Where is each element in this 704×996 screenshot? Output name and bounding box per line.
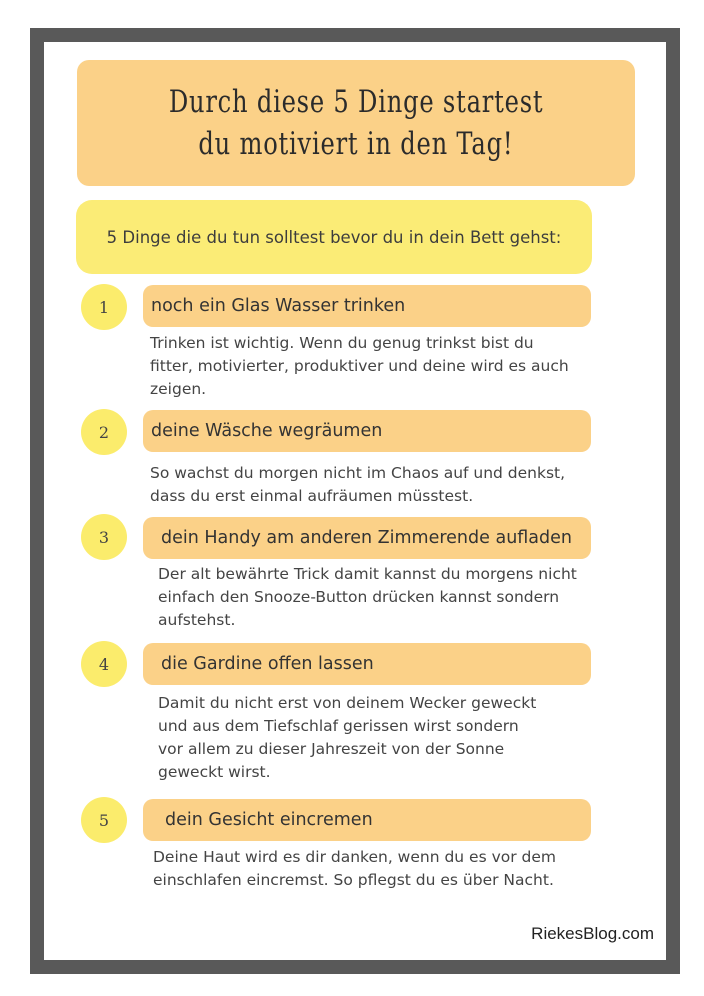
item-heading-text-2: deine Wäsche wegräumen [151,421,383,441]
item-description-1: Trinken ist wichtig. Wenn du genug trinkst bist du fitter, motivierter, produktiver und deine wird es auch zeigen. [150,334,569,398]
item-number-2: 2 [81,409,127,455]
item-heading-2 [143,410,591,452]
item-heading-4 [143,643,591,685]
item-heading-text-1: noch ein Glas Wasser trinken [151,296,406,316]
item-description-3: Der alt bewährte Trick damit kannst du morgens nicht einfach den Snooze-Button drücken kannst sondern aufstehst. [158,565,577,629]
item-description-2: So wachst du morgen nicht im Chaos auf und denkst, dass du erst einmal aufräumen müsstest. [150,464,566,505]
item-heading-text-3: dein Handy am anderen Zimmerende aufladen [161,528,572,548]
item-description-4: Damit du nicht erst von deinem Wecker geweckt und aus dem Tiefschlaf gerissen wirst sondern vor allem zu dieser Jahreszeit von der Sonne geweckt wirst. [158,694,537,781]
item-number-5: 5 [81,797,127,843]
item-heading-1 [143,285,591,327]
item-number-3: 3 [81,514,127,560]
subtitle-text: 5 Dinge die du tun solltest bevor du in dein Bett gehst: [106,227,562,247]
item-heading-5 [143,799,591,841]
title-line-2: du motiviert in den Tag! [198,126,514,162]
item-heading-text-4: die Gardine offen lassen [161,654,374,674]
title-banner [77,60,635,186]
item-number-4: 4 [81,641,127,687]
item-number-1: 1 [81,284,127,330]
blog-credit: RiekesBlog.com [531,924,654,943]
title-line-1: Durch diese 5 Dinge startest [168,84,544,120]
item-heading-text-5: dein Gesicht eincremen [165,810,373,830]
subtitle-banner [76,200,592,274]
item-heading-3 [143,517,591,559]
item-description-5: Deine Haut wird es dir danken, wenn du es vor dem einschlafen eincremst. So pflegst du es über Nacht. [153,848,557,889]
